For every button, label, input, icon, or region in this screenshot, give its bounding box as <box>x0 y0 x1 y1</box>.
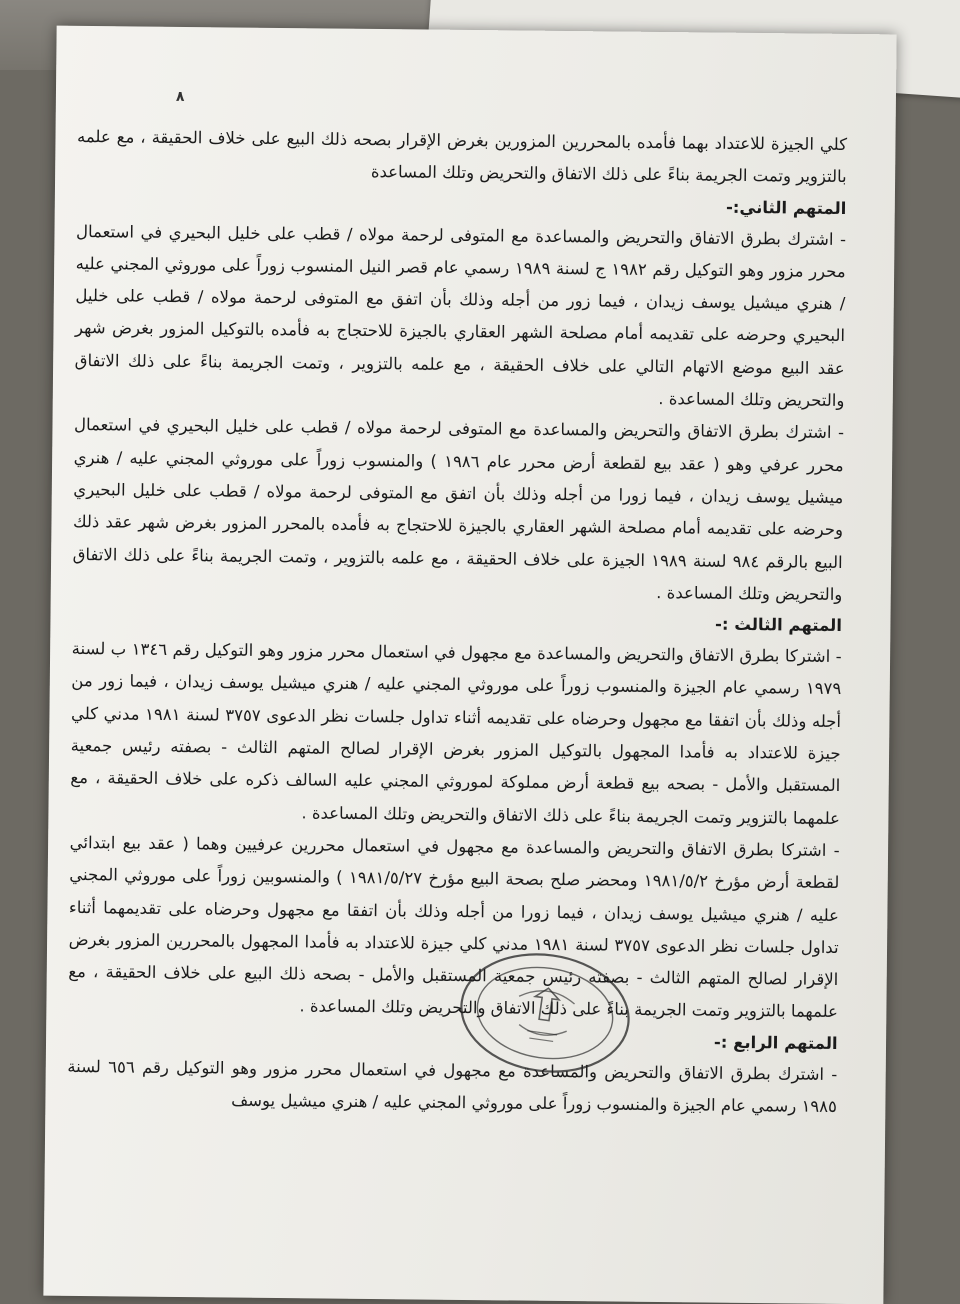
section-heading: المتهم الثاني:- <box>725 197 847 218</box>
paragraph: - اشترك بطرق الاتفاق والتحريض والمساعدة مع المتوفى لرحمة مولاه / قطب على خليل البحيري في استعمال محرر عرفي وهو ( عقد بيع لقطعة أرض محرر عام ١٩٨٦ ) والمنسوب زوراً على موروثي المجني عليه / هنري ميشيل يوسف زيدان ، فيما زورا من أجله وذلك بأن اتفق مع المتوفى لرحمة مولاه / قطب على خليل البحيري وحرضه على تقديمه أمام مصلحة الشهر العقاري بالجيزة للاحتجاج به فأمده بالمحرر المزور بغرض شهر عقد ذلك البيع بالرقم ٩٨٤ لسنة ١٩٨٩ الجيزة على خلاف الحقيقة ، مع علمه بالتزوير ، وتمت الجريمة بناءً على ذلك الاتفاق والتحريض وتلك المساعدة . <box>72 415 845 604</box>
page-number: ٨ <box>175 88 185 105</box>
paragraph: كلي الجيزة للاعتداد بهما فأمده بالمحررين المزورين بغرض الإقرار بصحه ذلك البيع على خلاف الحقيقة ، مع علمه بالتزوير وتمت الجريمة بناءً على ذلك الاتفاق والتحريض وتلك المساعدة <box>76 126 848 187</box>
official-stamp-icon <box>447 936 643 1090</box>
paragraph: - اشترك بطرق الاتفاق والتحريض والمساعدة مع المتوفى لرحمة مولاه / قطب على خليل البحيري في استعمال محرر مزور وهو التوكيل رقم ١٩٨٢ ج لسنة ١٩٨٩ رسمي عام قصر النيل المنسوب زوراً على موروثي المجني عليه / هنري ميشيل يوسف زيدان ، فيما زور من أجله وذلك بأن اتفق مع المتوفى لرحمة مولاه / قطب على خليل البحيري وحرضه على تقديمه أمام مصلحة الشهر العقاري بالجيزة للاحتجاج به فأمده بالتوكيل المزور بغرض شهر عقد البيع موضع الاتهام التالي على خلاف الحقيقة ، مع علمه بالتزوير ، وتمت الجريمة بناءً على ذلك الاتفاق والتحريض وتلك المساعدة . <box>74 221 847 411</box>
section-heading: المتهم الثالث :- <box>715 614 843 636</box>
paragraph: - اشتركا بطرق الاتفاق والتحريض والمساعدة مع مجهول في استعمال محرر مزور وهو التوكيل رقم ١٣٤٦ ب لسنة ١٩٧٩ رسمي عام الجيزة والمنسوب زوراً على موروثي المجني عليه / هنري ميشيل يوسف زيدان ، فيما زور من أجله وذلك بأن اتفقا مع مجهول وحرضاه على تقديمه أثناء تداول جلسات نظر الدعوى ٣٧٥٧ لسنة ١٩٨١ مدني كلي جيزة للاعتداد به فأمدا المجهول بالتوكيل المزور بغرض الإقرار لصالح المتهم الثالث - بصفته رئيس جمعية المستقبل والأمل - بصحه بيع قطعة أرض مملوكة لموروثي المجني عليه السالف ذكره على خلاف الحقيقة ، مع علمهما بالتزوير وتمت الجريمة بناءً على ذلك الاتفاق والتحريض وتلك المساعدة . <box>70 639 842 828</box>
paragraph: - اشتركا بطرق الاتفاق والتحريض والمساعدة مع مجهول في استعمال محررين عرفيين وهما ( عقد بيع ابتدائي لقطعة أرض مؤرخ ١٩٨١/٥/٢ ومحضر صلح بصحة البيع مؤرخ ١٩٨١/٥/٢٧ ) والمنسوبين زوراً على موروثي المجني عليه / هنري ميشيل يوسف زيدان ، فيما زورا من أجله وذلك بأن اتفقا مع مجهول وحرضاه على تقديمهما أثناء تداول جلسات نظر الدعوى ٣٧٥٧ لسنة ١٩٨١ مدني كلي جيزة للاعتداد به فأمدا المجهول بالمحررين المزور بغرض الإقرار لصالح المتهم الثالث - بصفته رئيس جمعية المستقبل والأمل - بصحه ذلك البيع على خلاف الحقيقة ، مع علمهما بالتزوير وتمت الجريمة بناءً على ذلك الاتفاق والتحريض وتلك المساعدة . <box>68 832 840 1022</box>
document-body <box>67 121 847 1123</box>
paragraph: - اشترك بطرق الاتفاق والتحريض والمساعدة مع مجهول في استعمال محرر مزور وهو التوكيل رقم ٦٥٦ لسنة ١٩٨٥ رسمي عام الجيزة والمنسوب زوراً على موروثي المجني عليه / هنري ميشيل يوسف <box>67 1056 838 1117</box>
section-heading: المتهم الرابع :- <box>713 1032 838 1053</box>
